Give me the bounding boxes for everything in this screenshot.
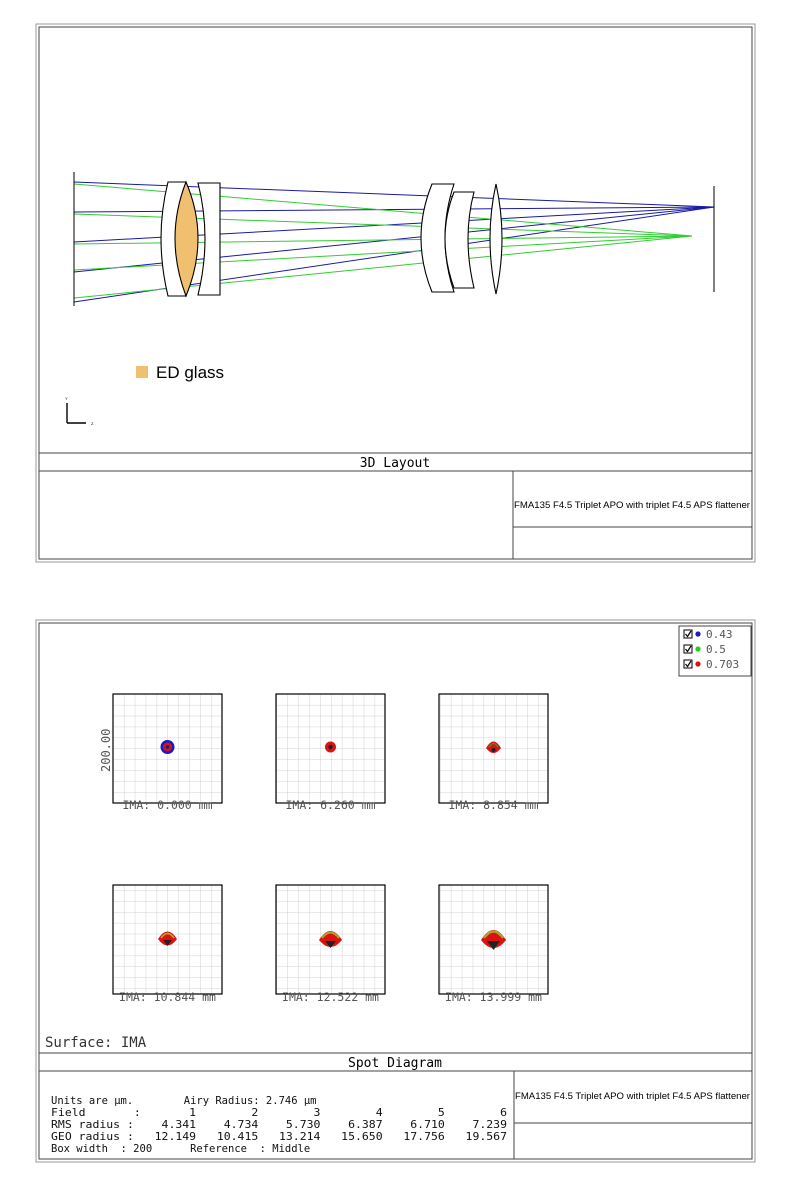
field-label-6: IMA: 13.999 mm — [445, 990, 542, 1004]
field-label-5: IMA: 12.522 mm — [282, 990, 379, 1004]
spot-box-3 — [439, 694, 548, 812]
spot-box-1 — [113, 694, 222, 812]
spot-box-6 — [439, 885, 548, 1004]
field-label-1: IMA: 0.000 mm — [122, 798, 213, 812]
spot-panel — [36, 620, 755, 1162]
layout-outer-frame — [36, 24, 755, 562]
ed-glass-swatch — [136, 366, 148, 378]
layout-description: FMA135 F4.5 Triplet APO with triplet F4.5 APS flattener — [514, 500, 750, 510]
spot-box-4 — [113, 885, 222, 1004]
scale-label: 200.00 — [99, 728, 113, 772]
field-label-2: IMA: 6.260 mm — [285, 798, 376, 812]
layout-panel — [36, 24, 755, 562]
spot-description: FMA135 F4.5 Triplet APO with triplet F4.5 APS flattener — [515, 1091, 750, 1101]
wavelength-legend — [679, 626, 751, 676]
field-label-3: IMA: 8.854 mm — [448, 798, 539, 812]
spot-title: Spot Diagram — [348, 1056, 442, 1071]
table-line-field: Field : 1 2 3 4 5 6 — [51, 1107, 507, 1119]
spot-box-2 — [276, 694, 385, 812]
table-line-rms: RMS radius : 4.341 4.734 5.730 6.387 6.710 7.239 — [51, 1119, 507, 1131]
spot-box-5 — [276, 885, 385, 1004]
objective-lens-group — [161, 182, 220, 296]
axis-y-label: Y — [65, 396, 68, 401]
legend-label-1: 0.43 — [706, 628, 733, 641]
legend-label-3: 0.703 — [706, 658, 740, 671]
layout-title: 3D Layout — [359, 456, 431, 471]
axis-z-label: Z — [91, 421, 94, 426]
ed-glass-label: ED glass — [156, 363, 225, 382]
field-label-4: IMA: 10.844 mm — [119, 990, 216, 1004]
table-line-units: Units are µm. Airy Radius: 2.746 µm — [51, 1095, 317, 1107]
legend-label-2: 0.5 — [706, 643, 726, 656]
table-line-geo: GEO radius : 12.149 10.415 13.214 15.650 17.756 19.567 — [51, 1131, 507, 1143]
surface-label: Surface: IMA — [45, 1035, 147, 1051]
table-line-box: Box width : 200 Reference : Middle — [51, 1143, 311, 1155]
